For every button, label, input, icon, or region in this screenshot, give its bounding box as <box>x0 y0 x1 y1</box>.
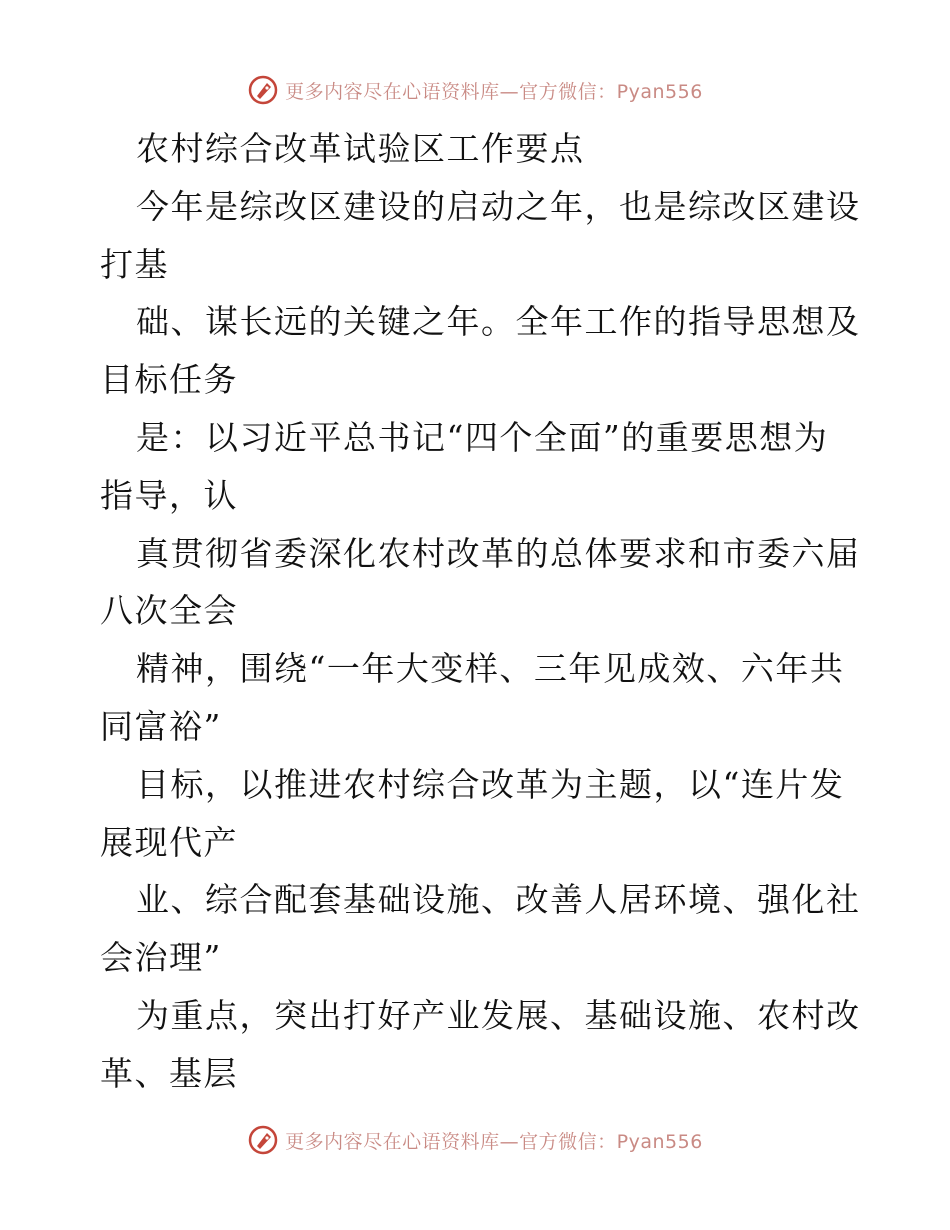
text-line: 今年是综改区建设的启动之年，也是综改区建设 <box>136 186 861 226</box>
text-line: 真贯彻省委深化农村改革的总体要求和市委六届 <box>136 533 861 573</box>
text-line: 业、综合配套基础设施、改善人居环境、强化社 <box>136 880 861 920</box>
text-line: 指导，认 <box>100 475 238 515</box>
pen-nib-logo-icon <box>247 74 279 106</box>
text-line: 打基 <box>100 244 169 284</box>
text-line: 革、基层 <box>100 1053 238 1093</box>
text-line: 为重点，突出打好产业发展、基础设施、农村改 <box>136 995 861 1035</box>
watermark-text: 更多内容尽在心语资料库—官方微信：Pyan556 <box>285 80 703 103</box>
text-line: 是：以习近平总书记“四个全面”的重要思想为 <box>136 417 829 457</box>
text-line: 展现代产 <box>100 822 238 862</box>
text-line: 同富裕” <box>100 706 222 746</box>
pen-nib-logo-icon <box>247 1124 279 1156</box>
document-body <box>100 120 860 1103</box>
text-line: 农村综合改革试验区工作要点 <box>136 129 585 168</box>
footer-watermark <box>0 1120 950 1160</box>
header-watermark <box>0 70 950 110</box>
text-line: 八次全会 <box>100 591 238 631</box>
text-line: 会治理” <box>100 938 222 978</box>
text-line: 础、谋长远的关键之年。全年工作的指导思想及 <box>136 302 861 342</box>
watermark-text: 更多内容尽在心语资料库—官方微信：Pyan556 <box>285 1130 703 1153</box>
text-line: 目标，以推进农村综合改革为主题，以“连片发 <box>136 764 845 804</box>
text-line: 精神，围绕“一年大变样、三年见成效、六年共 <box>136 649 845 689</box>
text-line: 目标任务 <box>100 360 238 400</box>
